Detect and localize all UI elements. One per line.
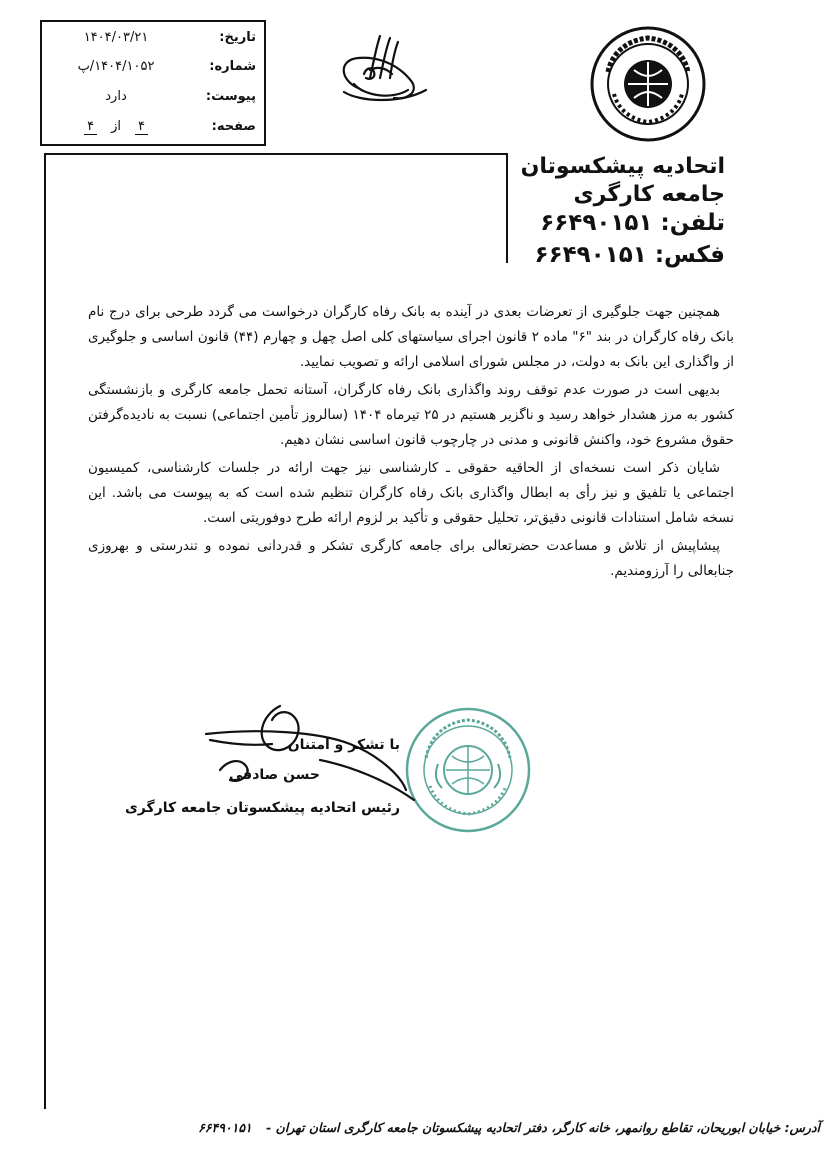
organization-seal-icon xyxy=(588,24,708,144)
date-value: ۱۴۰۴/۰۳/۲۱ xyxy=(83,30,149,45)
signature-closing: با تشکر و امتنان xyxy=(287,737,400,753)
org-phone: تلفن: ۶۶۴۹۰۱۵۱ xyxy=(540,210,725,236)
frame-top-rule xyxy=(44,153,506,155)
footer-address-line xyxy=(10,1120,820,1135)
handwritten-signature-icon xyxy=(200,700,440,810)
attachment-row xyxy=(50,83,256,111)
signatory-title: رئیس اتحادیه پیشکسوتان جامعه کارگری xyxy=(124,800,400,816)
body-paragraph-1: همچنین جهت جلوگیری از تعرضات بعدی در آینده به بانک رفاه کارگران درخواست می گردد طرحی برای درج نام بانک رفاه کارگران در بند "۶" ماده ۲ قانون اجرای سیاستهای کلی اصل چهل و چهارم (۴۴) قانون اساسی و جلوگیری از واگذاری این بانک به دولت، در مجلس شورای اسلامی ارائه و تصویب نمایید. xyxy=(88,304,734,370)
attachment-value: دارد xyxy=(105,89,127,104)
body-paragraph-4: پیشاپیش از تلاش و مساعدت حضرتعالی برای جامعه کارگری تشکر و قدردانی نموده و تندرستی و بهروزی جنابعالی را آرزومندیم. xyxy=(88,538,734,579)
frame-left-rule xyxy=(44,153,46,1109)
attachment-label: پیوست: xyxy=(205,89,256,104)
frame-right-rule xyxy=(506,153,508,263)
org-name-line1: اتحادیه پیشکسوتان xyxy=(520,154,725,179)
number-label: شماره: xyxy=(209,59,256,74)
letter-body xyxy=(88,300,734,584)
org-name-line2: جامعه کارگری xyxy=(573,182,725,207)
body-paragraph-3: شایان ذکر است نسخه‌ای از الحاقیه حقوقی ـ کارشناسی نیز جهت ارائه در جلسات کارشناسی، کمیسیون اجتماعی یا تلفیق و نیز رأی به ابطال واگذاری بانک رفاه کارگران تنظیم شده است که به پیوست می باشد. این نسخه شامل استنادات قانونی دقیق‌تر، تحلیل حقوقی و تأکید بر لزوم ارائه طرح دوفوریتی است. xyxy=(88,460,734,526)
page-row xyxy=(50,113,256,141)
signatory-name: حسن صادقی xyxy=(228,767,320,783)
page-info xyxy=(50,119,182,135)
date-label: تاریخ: xyxy=(219,30,256,45)
page-of: از xyxy=(111,119,121,134)
tughra-emblem-icon xyxy=(330,30,430,110)
number-row xyxy=(50,53,256,81)
page-label: صفحه: xyxy=(211,119,256,134)
page-total: ۴ xyxy=(84,119,97,135)
footer-phone: ۶۶۴۹۰۱۵۱ xyxy=(198,1120,252,1135)
footer-address: آدرس: خیابان ابوریحان، تقاطع روانمهر، خانه کارگر، دفتر اتحادیه پیشکسوتان جامعه کارگری استان تهران - xyxy=(266,1120,820,1135)
date-row xyxy=(50,24,256,52)
letter-info-box xyxy=(40,20,266,146)
org-fax: فکس: ۶۶۴۹۰۱۵۱ xyxy=(534,242,725,268)
body-paragraph-2: بدیهی است در صورت عدم توقف روند واگذاری بانک رفاه کارگران، آستانه تحمل جامعه کارگری و بازنشستگی کشور به مرز هشدار خواهد رسید و ناگزیر هستیم در ۲۵ تیرماه ۱۴۰۴ (سالروز تأمین اجتماعی) نسبت به نادیده‌گرفتن حقوق مشروع خود، واکنش قانونی و مدنی در چارچوب قانون اساسی نشان دهیم. xyxy=(88,382,735,448)
number-value: ۱۴۰۴/۱۰۵۲/پ xyxy=(77,59,155,74)
page-current: ۴ xyxy=(135,119,148,135)
